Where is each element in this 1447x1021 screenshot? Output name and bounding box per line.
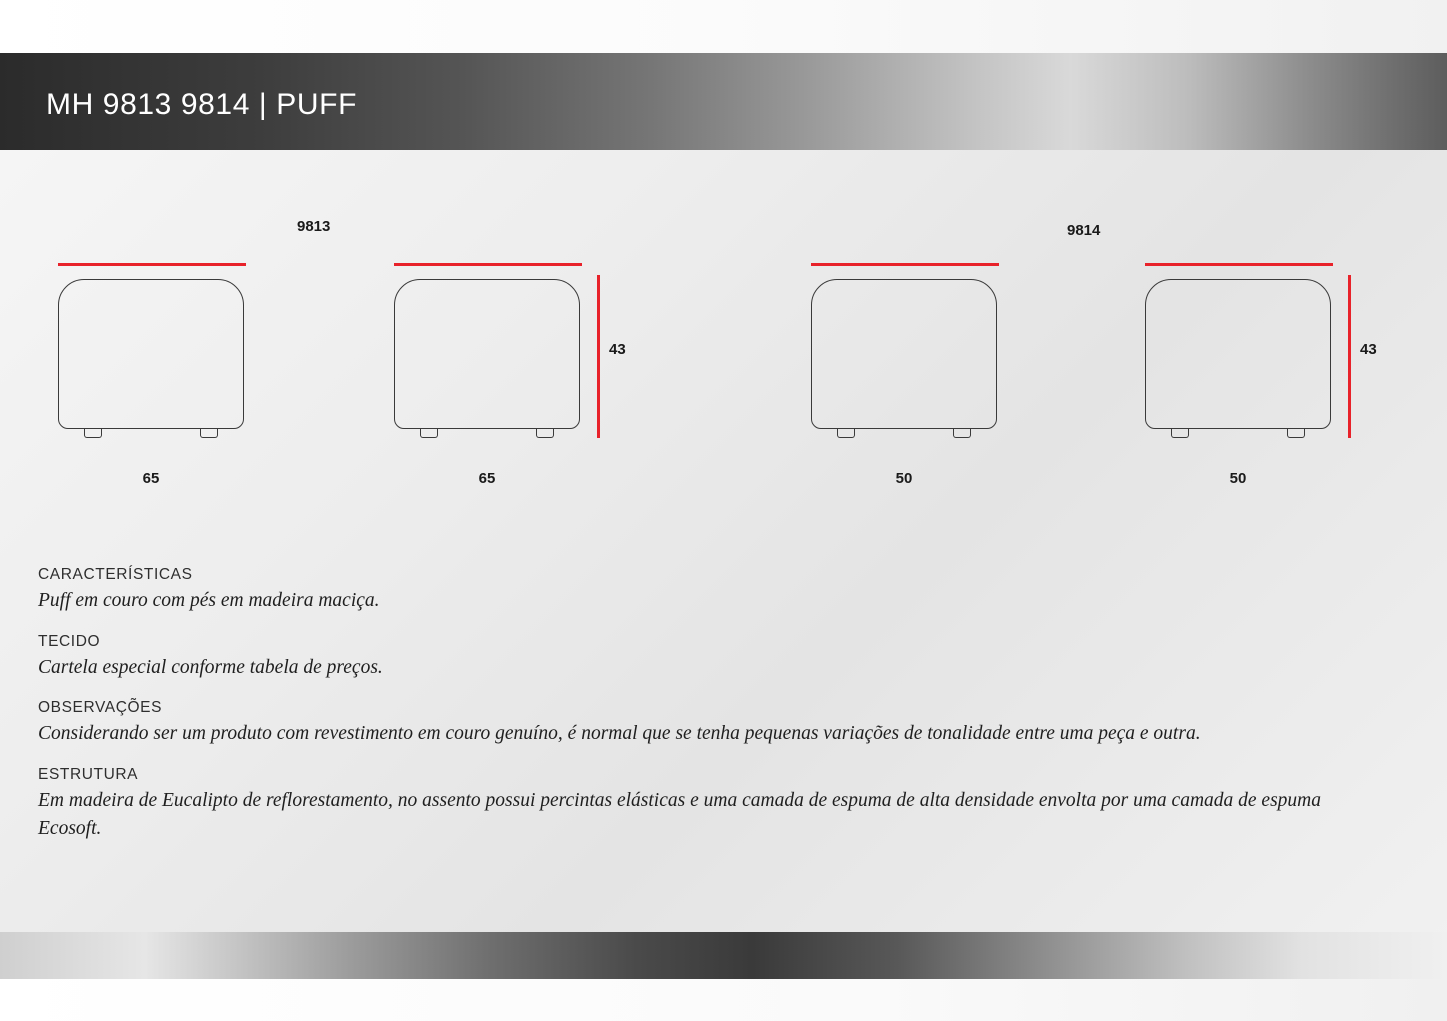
spec-title: CARACTERÍSTICAS <box>38 566 193 583</box>
dimension-rule-top <box>58 263 246 266</box>
spec-body: Considerando ser um produto com revestimento em couro genuíno, é normal que se tenha pequenas variações de tonalidade entre uma peça e outra. <box>38 723 1201 745</box>
bottom-white-band <box>0 979 1447 1021</box>
top-white-band <box>0 0 1447 53</box>
puff-leg-right <box>200 429 218 438</box>
puff-leg-left <box>84 429 102 438</box>
width-dimension-label: 65 <box>142 470 160 487</box>
spec-body: Em madeira de Eucalipto de reflorestamento, no assento possui percintas elásticas e uma camada de espuma de alta densidade envolta por uma camada de espuma Ecosoft. <box>38 790 1322 839</box>
height-dimension-label: 43 <box>1360 341 1377 358</box>
specifications-block <box>38 566 1328 860</box>
dimension-rule-side <box>1348 275 1351 438</box>
width-dimension-label: 50 <box>895 470 913 487</box>
spec-group-estrutura <box>38 766 1328 842</box>
puff-body-outline <box>394 279 580 429</box>
spec-group-tecido <box>38 633 1328 682</box>
height-dimension-label: 43 <box>609 341 626 358</box>
puff-leg-left <box>420 429 438 438</box>
width-dimension-label: 50 <box>1229 470 1247 487</box>
group-label-9814: 9814 <box>1067 222 1101 239</box>
bottom-gradient-band <box>0 932 1447 979</box>
spec-title: ESTRUTURA <box>38 766 139 784</box>
puff-body-outline <box>1145 279 1331 429</box>
figure-puff-9813-front <box>58 263 358 493</box>
dimension-rule-top <box>811 263 999 266</box>
spec-title: TECIDO <box>38 632 101 650</box>
dimension-rule-top <box>1145 263 1333 266</box>
puff-leg-left <box>837 429 855 438</box>
dimension-rule-side <box>597 275 600 438</box>
puff-leg-right <box>536 429 554 438</box>
figure-puff-9814-front <box>811 263 1111 493</box>
spec-body: Cartela especial conforme tabela de preços. <box>38 656 383 678</box>
group-label-9813: 9813 <box>297 218 331 235</box>
dimension-rule-top <box>394 263 582 266</box>
puff-body-outline <box>811 279 997 429</box>
puff-leg-right <box>1287 429 1305 438</box>
puff-body-outline <box>58 279 244 429</box>
spec-body: Puff em couro com pés em madeira maciça. <box>38 590 380 611</box>
width-dimension-label: 65 <box>478 470 496 487</box>
puff-leg-right <box>953 429 971 438</box>
spec-group-observacoes <box>38 699 1328 748</box>
figure-puff-9814-side <box>1145 263 1445 493</box>
page-title: MH 9813 9814 | PUFF <box>46 88 357 121</box>
spec-group-caracteristicas <box>38 566 1328 615</box>
puff-leg-left <box>1171 429 1189 438</box>
spec-title: OBSERVAÇÕES <box>38 699 163 717</box>
figure-puff-9813-side <box>394 263 694 493</box>
